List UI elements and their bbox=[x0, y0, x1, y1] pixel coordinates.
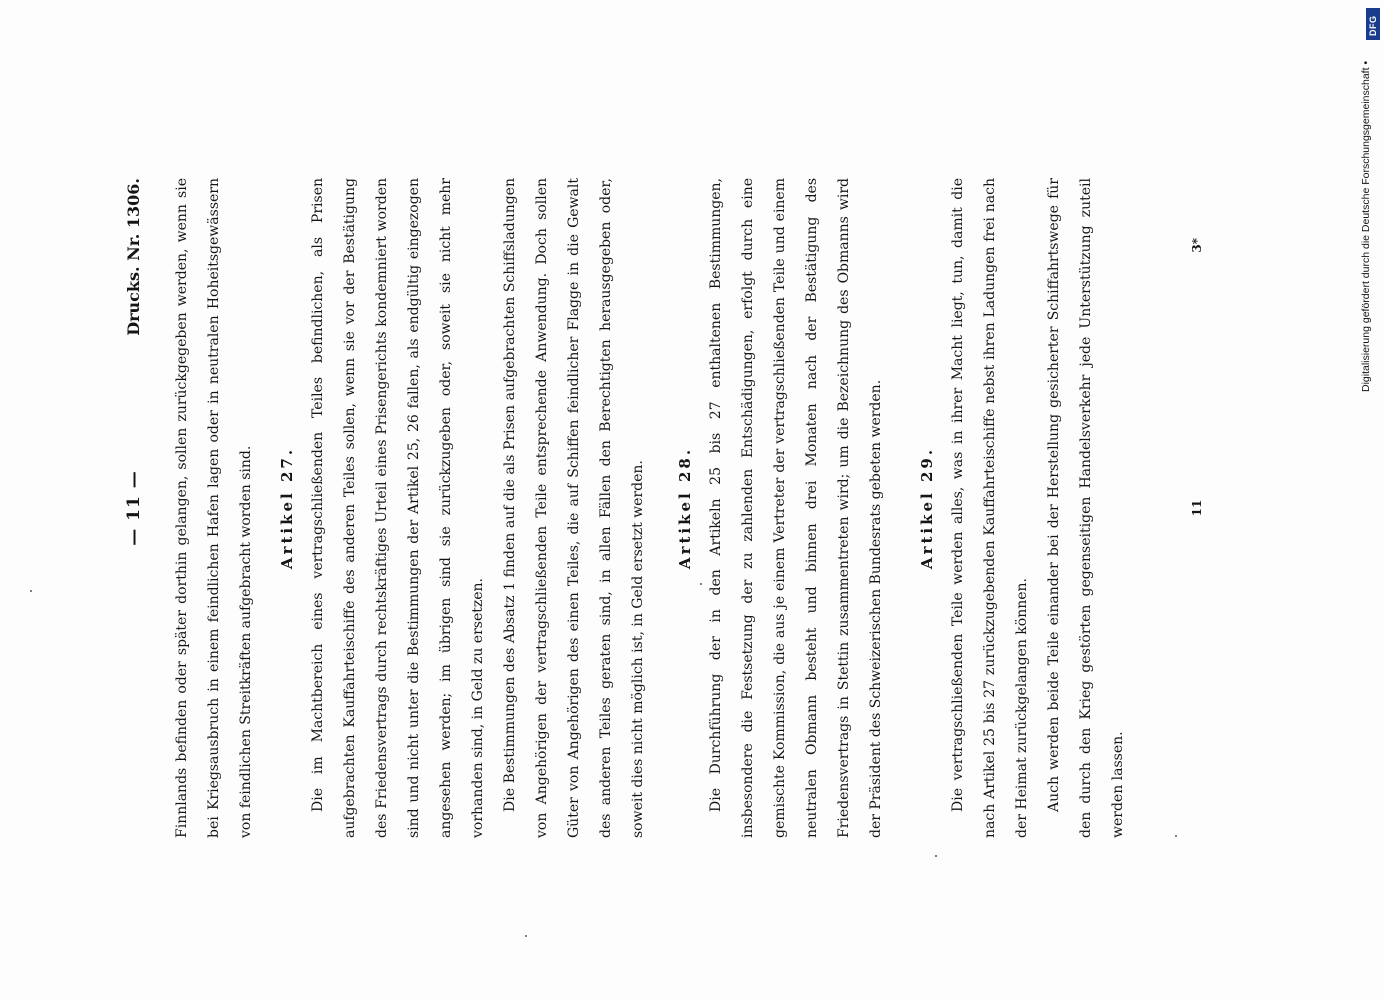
page-header bbox=[124, 178, 150, 838]
scan-speck bbox=[525, 935, 527, 937]
scan-speck bbox=[700, 583, 702, 585]
dfg-logo: DFG bbox=[1366, 8, 1380, 40]
signature-mark: 3* bbox=[1190, 238, 1204, 253]
scan-speck bbox=[1175, 835, 1177, 837]
page-number: — 11 — bbox=[124, 470, 144, 546]
signature-number: 11 bbox=[1190, 499, 1204, 517]
rotated-page-area bbox=[124, 178, 1204, 838]
article-27-heading: Artikel 27. bbox=[278, 446, 296, 570]
page-content bbox=[124, 178, 1204, 838]
scan-speck bbox=[935, 855, 937, 857]
article-28-heading: Artikel 28. bbox=[676, 446, 694, 570]
article-29-paragraph-1: Die vertragschließenden Teile werden alles, was in ihrer Macht liegt, tun, damit die nach Artikel 25 bis 27 zurückzugebenden Kauffahrteischiffe nebst ihren Ladungen frei nach der Heimat zurückgelangen können. bbox=[950, 178, 1030, 838]
article-27-paragraph-1: Die im Machtbereich eines vertragschließenden Teiles befindlichen, als Prisen aufgebrachten Kauffahrteischiffe des anderen Teiles sollen, wenn sie vor der Bestätigung des Friedensvertrags durch rechtskräftiges Urteil eines Prisengerichts kondemniert worden sind und nicht unter die Bestimmungen der Artikel 25, 26 fallen, als endgültig eingezogen angesehen werden; im übrigen sind sie zurückzugeben oder, soweit sie nicht mehr vorhanden sind, in Geld zu ersetzen. bbox=[310, 178, 486, 838]
scan-speck bbox=[30, 590, 32, 592]
article-28-paragraph-1: Die Durchführung der in den Artikeln 25 bis 27 enthaltenen Bestimmungen, insbesondere die Festsetzung der zu zahlenden Entschädigungen, erfolgt durch eine gemischte Kommission, die aus je einem Vertreter der vertragschließenden Teile und einem neutralen Obmann besteht und binnen drei Monaten nach der Bestätigung des Friedensvertrags in Stettin zusammentreten wird; um die Bezeichnung des Obmanns wird der Präsident des Schweizerischen Bundesrats gebeten werden. bbox=[708, 178, 884, 838]
print-reference: Drucks. Nr. 1306. bbox=[124, 178, 143, 336]
article-29-paragraph-2: Auch werden beide Teile einander bei der Herstellung gesicherter Schiffahrtswege für den durch den Krieg gestörten gegenseitigen Handelsverkehr jede Unterstützung zuteil werden lassen. bbox=[1046, 178, 1126, 838]
paragraph-intro: Finnlands befinden oder später dorthin gelangen, sollen zurückgegeben werden, wenn sie bei Kriegsausbruch in einem feindlichen Hafen lagen oder in neutralen Hoheitsgewässern von feindlichen Streitkräften aufgebracht worden sind. bbox=[174, 178, 254, 838]
article-27-paragraph-2: Die Bestimmungen des Absatz 1 finden auf die als Prisen aufgebrachten Schiffsladungen von Angehörigen der vertragschließenden Teile entsprechende Anwendung. Doch sollen Güter von Angehörigen des einen Teiles, die auf Schiffen feindlicher Flagge in die Gewalt des anderen Teiles geraten sind, in allen Fällen den Berechtigten herausgegeben oder, soweit dies nicht möglich ist, in Geld ersetzt werden. bbox=[502, 178, 646, 838]
digitization-credit: Digitalisierung gefördert durch die Deutsche Forschungsgemeinschaft • bbox=[1360, 60, 1372, 392]
article-29-heading: Artikel 29. bbox=[918, 446, 936, 570]
